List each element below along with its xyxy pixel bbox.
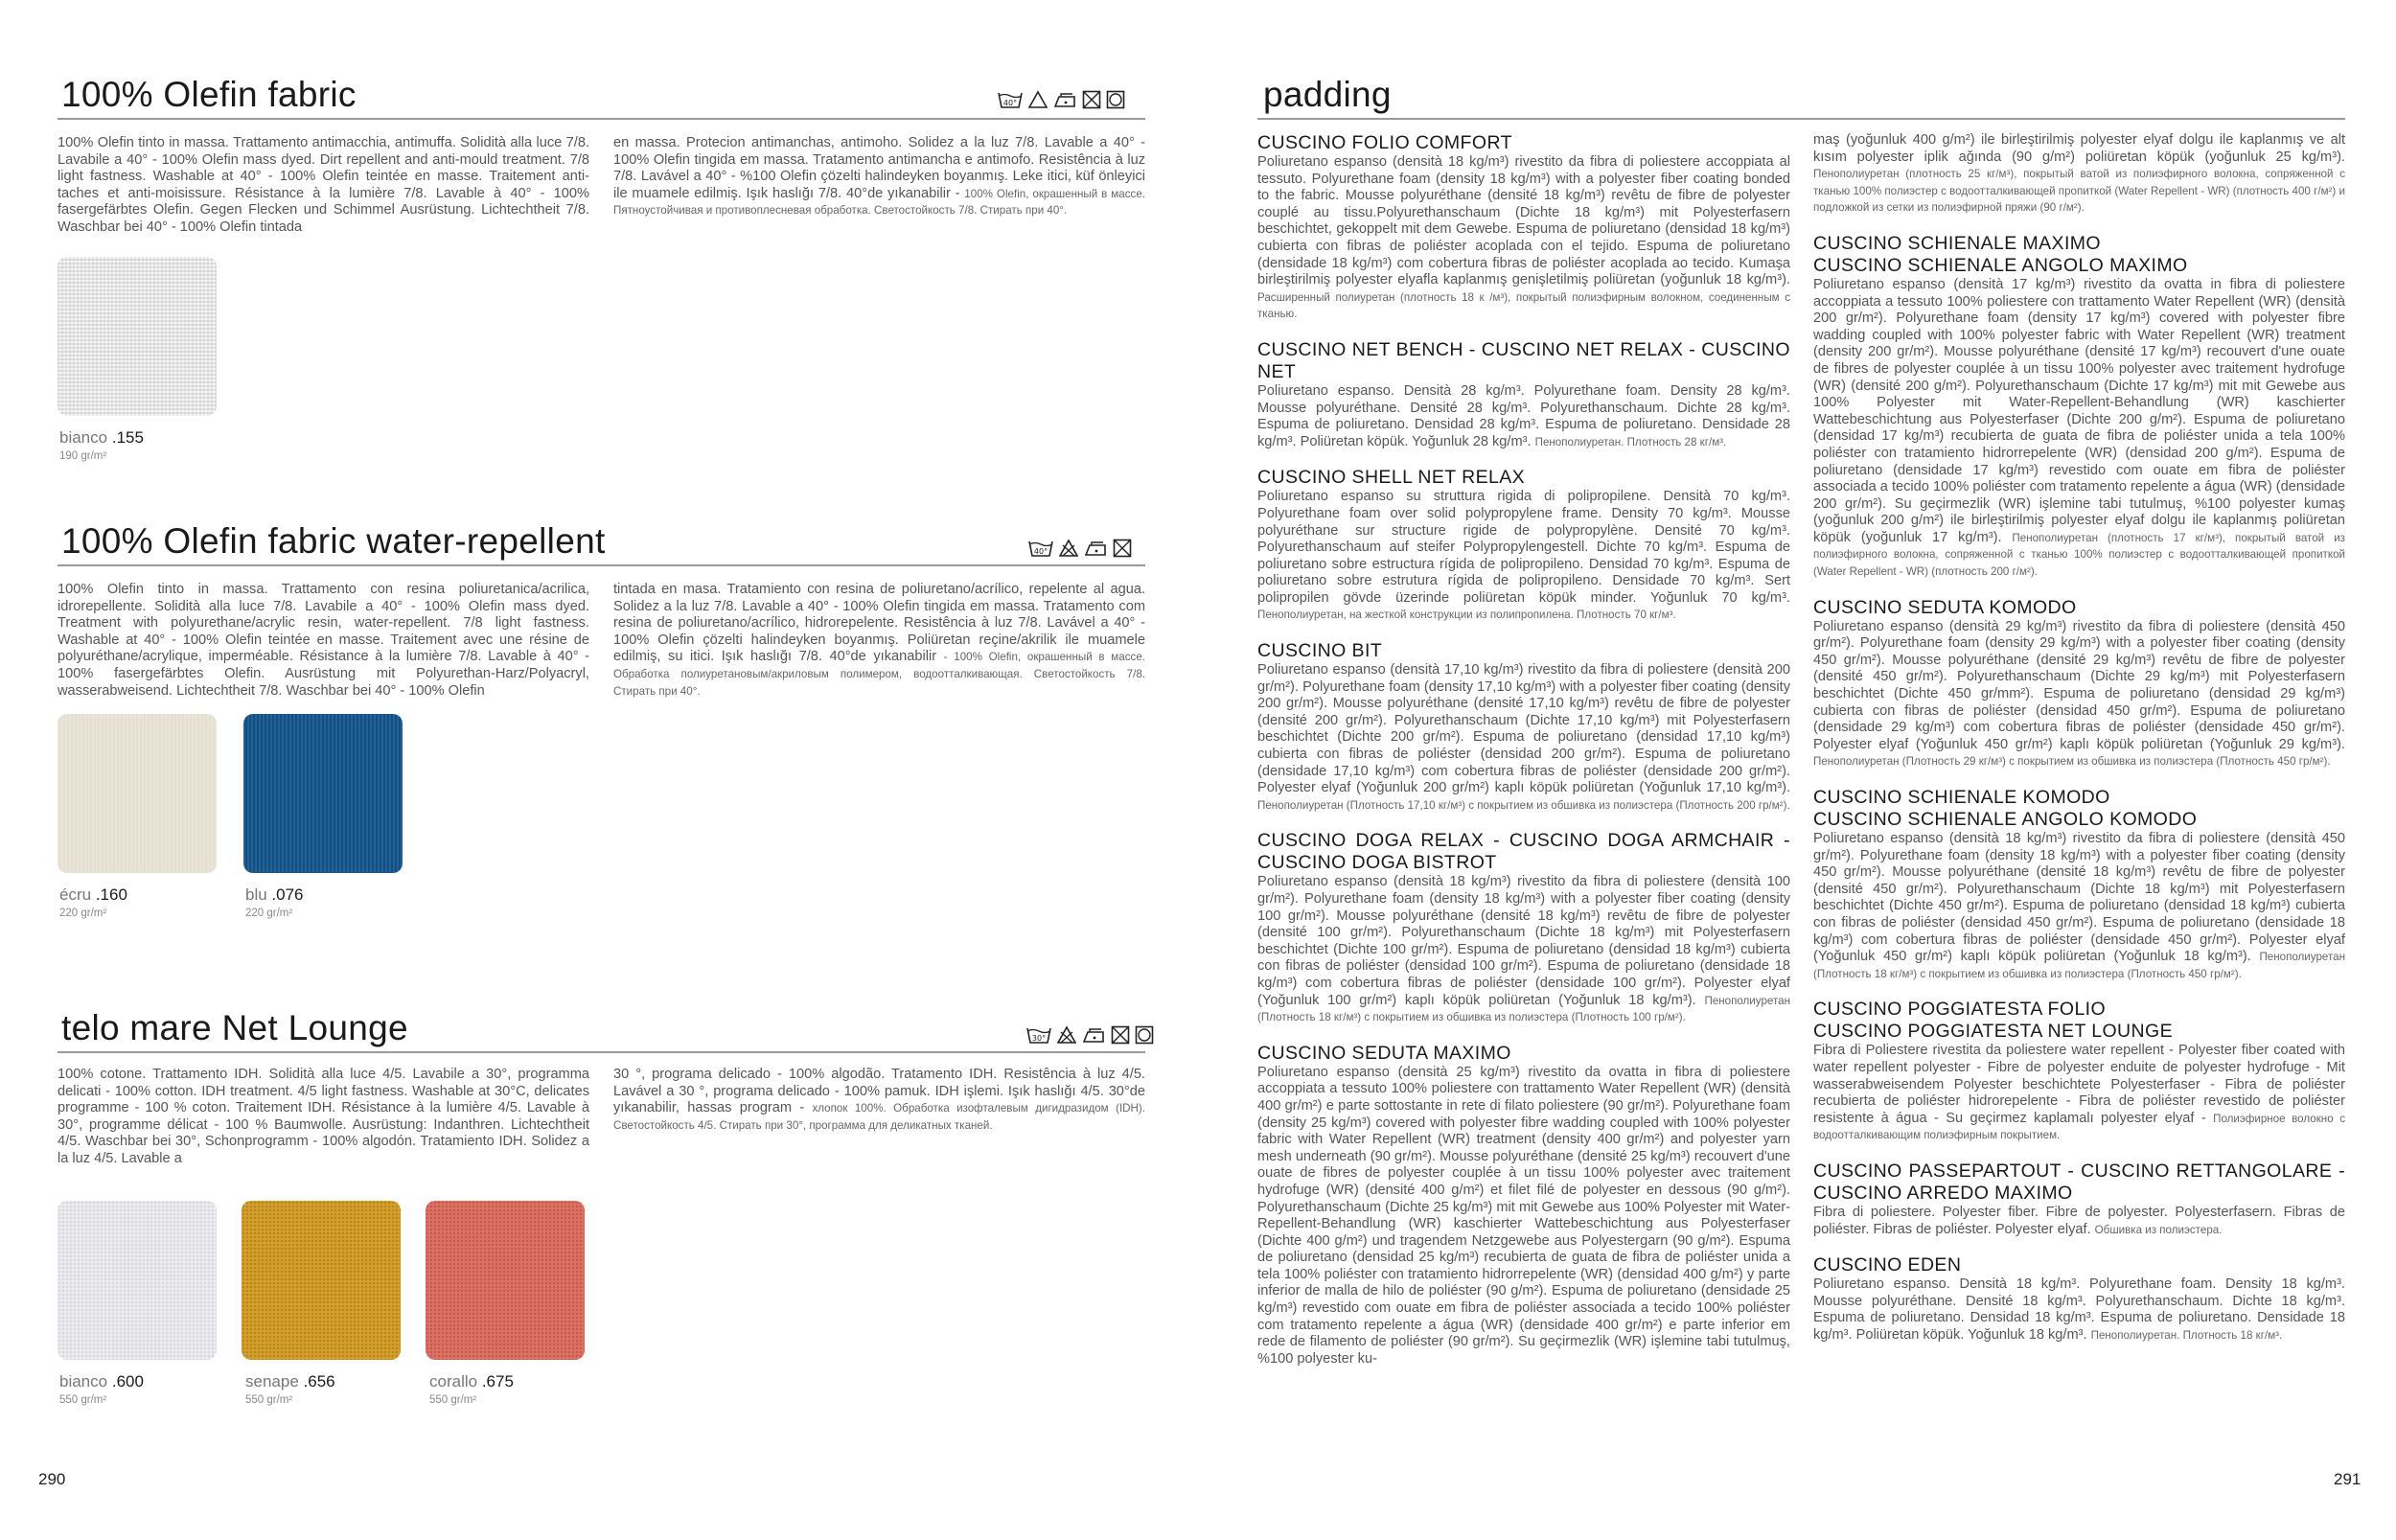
- swatch-weight: 550 gr/m²: [59, 1394, 107, 1406]
- no-bleach-icon: [1057, 1025, 1076, 1045]
- padding-entry: [1257, 640, 1790, 814]
- description-col-2: [613, 582, 1145, 700]
- iron-icon: [1052, 90, 1077, 109]
- entry-text-ru: Пенополиуретан (Плотность 17,10 кг/м³) с покрытием из обшивка из полиэстера (Плотность 200 гр/м²).: [1257, 798, 1790, 812]
- fabric-swatch-senape-656[interactable]: [242, 1201, 401, 1360]
- entry-text-ru: Пенополиуретан (Плотность 18 кг/м³) с покрытием из обшивка из полиэстера (Плотность 100 гр/м²).: [1257, 994, 1790, 1024]
- entry-text: Poliuretano espanso. Densità 18 kg/m³. Polyurethane foam. Density 18 kg/m³. Mousse polyuréthane. Densité 18 kg/m³. Polyurethanschaum. Dichte 18 kg/m³. Espuma de poliuretano. Densidad 18 kg/m³. Espuma de poliuretano. Densidade 18 kg/m³. Poliüretan köpük. Yoğunluk 18 kg/m³.: [1813, 1276, 2345, 1343]
- padding-entry: [1813, 999, 2345, 1144]
- entry-heading: CUSCINO NET BENCH - CUSCINO NET RELAX - CUSCINO NET: [1257, 338, 1790, 382]
- section-rule: [1257, 118, 2345, 120]
- entry-text: Poliuretano espanso (densità 18 kg/m³) rivestito da fibra di poliestere accoppiata al tessuto. Polyurethane foam (density 18 kg/m³) with a polyester fiber coating bonded to the fabric. Mousse polyuréthane (densité 18 kg/m³) revêtu de fibre de polyester couplé au tissu.Polyurethanschaum (Dichte 18 kg/m³) mit Polyesterfasern beschichtet, gekoppelt mit dem Gewebe. Espuma de poliuretano (densidad 18 kg/m³) cubierta con fibras de poliéster acoplada con el tejido. Espuma de poliuretano (densidade 18 kg/m³) com cobertura fibras de poliéster acoplada ao tecido. Kumaşa birleştirilmiş polyester elyafla kaplanmış genişletilmiş poliüretan (yoğunluk 18 kg/m³).: [1257, 154, 1790, 288]
- padding-entry: [1813, 233, 2345, 581]
- care-symbols: [1025, 1025, 1154, 1045]
- entry-heading: CUSCINO PASSEPARTOUT - CUSCINO RETTANGOLARE - CUSCINO ARREDO MAXIMO: [1813, 1160, 2345, 1204]
- entry-text: Poliuretano espanso su struttura rigida di polipropilene. Densità 70 kg/m³. Polyurethane foam over solid polypropylene frame. Density 70 kg/m³. Mousse polyuréthane sur structure rigide de polypropylène. Densité 70 kg/m³. Polyurethanschaum auf steifer Polypropylengestell. Dichte 70 kg/m³. Espuma de poliuretano sobre estructura rígida de polipropileno. Densidad 70 kg/m³. Espuma de poliuretano sobre estrutura rígida de polipropileno. Densidade 70 kg/m³. Sert polipropilen gövde üzerinde poliüretan köpük minder. Yoğunluk 70 kg/m³.: [1257, 489, 1790, 606]
- entry-heading: CUSCINO SHELL NET RELAX: [1257, 467, 1526, 489]
- no-bleach-icon: [1059, 539, 1078, 558]
- padding-entry: [1257, 1043, 1790, 1368]
- description-text: 100% Olefin tinto in massa. Trattamento antimacchia, antimuffa. Solidità alla luce 7/8. Lavabile a 40° - 100% Olefin mass dyed. Dirt repellent and anti-mould treatment. 7/8 light fastness. Washable at 40° - 100% Olefin teintée en masse. Traitement anti-taches et anti-moisissure. Résistance à la lumière 7/8. Lavable à 40° - 100% fasergefärbtes Olefin. Gegen Flecken und Schimmel Ausrüstung. Lichtechtheit 7/8. Waschbar bei 40° - 100% Olefin tintada: [58, 135, 589, 235]
- swatch-name: blu .076: [245, 885, 304, 904]
- swatch-weight: 550 gr/m²: [245, 1394, 293, 1406]
- wash-30-icon: [1025, 1025, 1052, 1045]
- description-text: 30 °, programa delicado - 100% algodão. Tratamento IDH. Resistência à luz 4/5. Lavável a 30 °, programa delicado - 100% pamuk. IDH işlemi. Işık haslığı 4/5. 30°de yıkanabilir, hassas program -: [613, 1067, 1145, 1116]
- section-title: telo mare Net Lounge: [61, 1008, 408, 1047]
- section-rule: [58, 118, 1145, 120]
- swatch-weight: 220 gr/m²: [59, 908, 107, 919]
- entry-heading: CUSCINO SEDUTA MAXIMO: [1257, 1042, 1511, 1064]
- swatch-name: senape .656: [245, 1372, 335, 1391]
- entry-heading: CUSCINO POGGIATESTA FOLIO CUSCINO POGGIATESTA NET LOUNGE: [1813, 999, 2173, 1043]
- entry-text-ru: Пенополиуретан (плотность 17 кг/м³), покрытый ватой из полиэфирного волокна, сопряженной с тканью 100% полиэстер с водоотталкивающей пропиткой (Water Repellent - WR) (плотность 200 г/м²).: [1813, 531, 2345, 579]
- dry-clean-icon: [1106, 90, 1125, 109]
- entry-text-ru: Полиэфирное волокно с водоотталкивающим полиэфирным покрытием.: [1813, 1112, 2346, 1142]
- description-col-1: [58, 582, 589, 700]
- iron-icon: [1083, 539, 1108, 558]
- padding-entry: [1813, 787, 2345, 982]
- bleach-icon: [1028, 90, 1048, 109]
- no-tumble-dry-icon: [1111, 1025, 1130, 1045]
- description-col-2: [613, 1067, 1145, 1134]
- fabric-swatch-corallo-675[interactable]: [426, 1201, 585, 1360]
- wash-temp-label: 40°: [1002, 99, 1018, 107]
- entry-text-ru: Пенополиуретан. Плотность 28 кг/м³.: [1534, 435, 1727, 448]
- description-col-2: [613, 135, 1145, 219]
- entry-text: maş (yoğunluk 400 g/m²) ile birleştirilmiş polyester elyaf dolgu ile kaplanmış ve alt kısım polyester iplik ağında (90 g/m²) poliüretan köpük (yoğunluk 25 kg/m³).: [1813, 132, 2345, 165]
- padding-entry: [1257, 830, 1790, 1025]
- swatch-name: bianco .600: [59, 1372, 144, 1391]
- padding-entry: [1813, 132, 2345, 217]
- wash-40-icon: [1027, 539, 1054, 558]
- care-symbols: [997, 90, 1125, 109]
- padding-entry: [1257, 339, 1790, 450]
- fabric-swatch-bianco-600[interactable]: [58, 1201, 217, 1360]
- swatch-weight: 220 gr/m²: [245, 908, 293, 919]
- padding-entry: [1813, 1161, 2345, 1238]
- description-text: 100% cotone. Trattamento IDH. Solidità alla luce 4/5. Lavabile a 30°, programma delicati - 100% cotton. IDH treatment. 4/5 light fastness. Washable at 30°C, delicates programme - 100 % coton. Traitement IDH. Résistance à la lumière 4/5. Lavable à 30°, programme délicat - 100 % Baumwolle. Ausrüstung: Indanthren. Lichtechtheit 4/5. Waschbar bei 30°, Schonprogramm - 100% algodón. Tratamiento IDH. Solidez a la luz 4/5. Lavable a: [58, 1067, 589, 1166]
- swatch-name: corallo .675: [429, 1372, 514, 1391]
- entry-text-ru: Пенополиуретан (Плотность 18 кг/м³) с покрытием из обшивка из полиэстера (Плотность 450 гр/м²).: [1813, 951, 2345, 980]
- padding-entry: [1813, 1254, 2345, 1344]
- swatch-weight: 550 gr/m²: [429, 1394, 477, 1406]
- entry-text-ru: Пенополиуретан. Плотность 18 кг/м³.: [2090, 1328, 2283, 1342]
- entry-text: Poliuretano espanso (densità 18 kg/m³) rivestito da fibra di poliestere (densità 450 gr/m²). Polyurethane foam (density 18 kg/m³) with a polyester fiber coating (density 450 gr/m²). Mousse polyuréthane (densité 18 kg/m³) revêtu de fibre de polyester (densité 450 gr/m²). Polyurethanschaum (Dichte 18 kg/m³) mit Polyesterfasern beschichtet (Dichte 450 gr/m²). Espuma de poliuretano (densidad 18 kg/m³) cubierta con fibras de poliéster (densidad 450 gr/m²). Espuma de poliuretano (densidade 18 kg/m³) com cobertura fibras de poliéster (densidade 450 gr/m²). Polyester elyaf (Yoğunluk 450 gr/m²) kaplı köpük poliüretan (Yoğunluk 18 kg/m³).: [1813, 831, 2345, 965]
- wash-40-icon: [997, 90, 1024, 109]
- description-text: tintada en masa. Tratamiento con resina de poliuretano/acrílico, repelente al agua. Solidez a la luz 7/8. Lavable a 40° - 100% Olefin tingida em massa. Tratamento com resina de poliuretano/acrílico, hidrorepelente. Resistência à luz 7/8. Lavável a 40° - 100% Olefin çözelti halindeyken boyanmış. Poliüretan reçine/akrilik ile muamele edilmiş, su itici. Işık haslığı 7/8. 40°de yıkanabilir: [613, 582, 1145, 665]
- fabric-swatch-bianco-155[interactable]: [58, 257, 217, 416]
- section-title: 100% Olefin fabric water-repellent: [61, 521, 606, 561]
- entry-text-ru: Пенополиуретан, на жесткой конструкции из полипропилена. Плотность 70 кг/м³.: [1257, 609, 1676, 622]
- description-text-ru: 100% Olefin, окрашенный в массе. Пятноустойчивая и противоплесневая обработка. Светостойкость 7/8. Стирать при 40°.: [613, 187, 1145, 218]
- description-text: en massa. Protecion antimanchas, antimoho. Solidez a la luz 7/8. Lavable a 40° - 100% Olefin tingida em massa. Tratamento antimancha e antimofo. Resistência à luz 7/8. Lavável a 40° - %100 Olefin çözelti halindeyken boyanmış. Leke itici, küf önleyici ile muamele edilmiş. Işık haslığı 7/8. 40°de yıkanabilir -: [613, 135, 1145, 201]
- fabric-swatch-blu-076[interactable]: [243, 714, 403, 873]
- section-rule: [58, 564, 1145, 566]
- no-tumble-dry-icon: [1113, 539, 1132, 558]
- entry-text: Poliuretano espanso (densità 29 kg/m³) rivestito da fibra di poliestere (densità 450 gr/m²). Polyurethane foam (density 29 kg/m³) with a polyester fiber coating (density 450 gr/m²). Mousse polyuréthane (densité 29 kg/m³) revêtu de fibre de polyester (densité 450 gr/m²). Polyurethanschaum (Dichte 29 kg/m³) mit Polyesterfasern beschichtet (Dichte 450 gr/mm²). Espuma de poliuretano (densidad 29 kg/m³) cubierta con fibras de poliéster (densidad 450 gr/m²). Espuma de poliuretano (densidade 29 kg/m³) com cobertura fibras de poliéster (densidade 450 gr/m²). Polyester elyaf (Yoğunluk 450 gr/m²) kaplı köpük poliüretan (Yoğunluk 29 kg/m³).: [1813, 618, 2345, 752]
- entry-text-ru: Пенополиуретан (плотность 25 кг/м³), покрытый ватой из полиэфирного волокна, сопряженной с тканью 100% полиэстер с водоотталкивающей пропиткой (Water Repellent - WR) (плотность 400 г/м²) и подложкой из сетки из полиэфирной пряжи (90 г/м²).: [1813, 168, 2345, 215]
- entry-text-ru: Расширенный полиуретан (плотность 18 к /м³), покрытый полиэфирным волокном, соединенным с тканью.: [1257, 290, 1790, 321]
- swatch-weight: 190 gr/m²: [59, 450, 107, 462]
- section-title: 100% Olefin fabric: [61, 75, 357, 114]
- page-title: padding: [1263, 75, 1392, 114]
- padding-entry: [1257, 132, 1790, 323]
- fabric-swatch-ecru-160[interactable]: [58, 714, 217, 873]
- no-tumble-dry-icon: [1082, 90, 1101, 109]
- entry-text: Poliuretano espanso (densità 25 kg/m³) rivestito da ovatta in fibra di poliestere accoppiata a tessuto 100% poliestere con trattamento Water Repellent (WR) (densità 400 gr/m²) e parte sottostante in rete di filato poliestere (90 gr/m²). Polyurethane foam (density 25 kg/m³) covered with polyester fibre wadding coupled with 100% polyester fabric with Water Repellent (WR) treatment (density 400 gr/m²) and polyester yarn mesh underneath (90 gr/m²). Mousse polyuréthane (densité 25 kg/m³) recouvert d'une ouate de fibres de polyester couplée à un tissu 100% polyester avec traitement hydrofuge (WR) (densité 400 g/m²) et filet filé de polyester en dessous (90 g/m²). Polyurethanschaum (Dichte 25 kg/m³) mit mit Gewebe aus 100% Polyester mit Water-Repellent-Behandlung (WR) kaschierter Wattebeschichtung aus Polyesterfaser (Dichte 400 g/m²) und tragendem Netzgewebe aus Polyestergarn (90 g/m²). Espuma de poliuretano (densidad 25 kg/m³) recubierta de guata de fibra de poliéster unida a tela 100% poliéster con tratamiento hidrorrepelente (WR) (densidad 400 g/m²) y parte inferior de malla de hilo de poliéster (90 g/m²). Espuma de poliuretano (densidade 25 kg/m³) revestido com ouate em fibra de poliéster associada a tecido 100% poliéster com tratamento repelente a água (WR) (densidade 400 gr/m²) e parte inferior em rede de filamento de poliéster (90 gr/m²). Su geçirmezlik (WR) işlemine tabi tutulmuş, %100 polyester ku-: [1257, 1064, 1790, 1367]
- padding-entry: [1813, 597, 2345, 770]
- swatch-name: bianco .155: [59, 428, 144, 447]
- description-col-1: [58, 1067, 589, 1168]
- padding-col-1: [1257, 132, 1790, 1384]
- entry-text: Fibra di poliestere. Polyester fiber. Fibre de polyester. Polyesterfasern. Fibras de poliéster. Fibras de poliéster. Polyester elyaf.: [1813, 1204, 2345, 1237]
- padding-entry: [1257, 467, 1790, 624]
- entry-text-ru: Обшивка из полиэстера.: [2094, 1223, 2223, 1236]
- entry-heading: CUSCINO SCHIENALE KOMODO CUSCINO SCHIENALE ANGOLO KOMODO: [1813, 787, 2198, 830]
- entry-heading: CUSCINO DOGA RELAX - CUSCINO DOGA ARMCHAIR - CUSCINO DOGA BISTROT: [1257, 830, 1790, 874]
- dry-clean-icon: [1135, 1025, 1154, 1045]
- entry-text: Poliuretano espanso (densità 18 kg/m³) rivestito da fibra di poliestere (densità 100 gr/m²). Polyurethane foam (density 18 kg/m³) with a polyester fiber coating (density 100 gr/m²). Mousse polyuréthane (densité 18 kg/m³) revêtu de fibre de polyester (densité 100 gr/m²). Polyurethanschaum (Dichte 18 kg/m³) mit Polyesterfasern beschichtet (Dichte 100 gr/m²). Espuma de poliuretano (densidad 18 kg/m³) cubierta con fibras de poliéster (densidad 100 gr/m²). Espuma de poliuretano (densidade 18 kg/m³) com cobertura fibras de poliéster (densidade 100 gr/m²). Polyester elyaf (Yoğunluk 100 gr/m²) kaplı köpük poliüretan (Yoğunluk 18 kg/m³).: [1257, 874, 1790, 1008]
- section-rule: [58, 1051, 1145, 1053]
- wash-temp-label: 40°: [1033, 547, 1048, 556]
- entry-text: Poliuretano espanso (densità 17,10 kg/m³) rivestito da fibra di poliestere (densità 200 gr/m²). Polyurethane foam (density 17,10 kg/m³) with a polyester fiber coating (density 200 gr/m²). Mousse polyuréthane (densité 17,10 kg/m³) revêtu de fibre de polyester (densité 200 gr/m²). Polyurethanschaum (Dichte 17,10 kg/m³) mit Polyesterfasern beschichtet (Dichte 200 gr/m²). Espuma de poliuretano (densidad 17,10 kg/m³) cubierta con fibras de poliéster (densidad 200 gr/m²). Espuma de poliuretano (densidade 17,10 kg/m³) com cobertura fibras de poliéster (densidade 200 gr/m²). Polyester elyaf (Yoğunluk 200 gr/m²) kaplı köpük poliüretan (Yoğunluk 17,10 kg/m³).: [1257, 662, 1790, 796]
- entry-text-ru: Пенополиуретан (Плотность 29 кг/м³) с покрытием из обшивка из полиэстера (Плотность 450 гр/м²).: [1813, 755, 2331, 769]
- care-symbols: [1027, 539, 1132, 558]
- entry-text: Poliuretano espanso (densità 17 kg/m³) rivestito da ovatta in fibra di poliestere accoppiata a tessuto 100% poliestere con trattamento Water Repellent (WR) (densità 200 gr/m²). Polyurethane foam (density 17 kg/m³) covered with polyester fibre wadding coupled with 100% polyester fabric with Water Repellent (WR) treatment (density 200 gr/m²). Mousse polyuréthane (densité 17 kg/m³) recouvert d'une ouate de fibres de polyester couplée à un tissu 100% polyester avec traitement hydrofuge (WR) (densité 200 g/m²). Polyurethanschaum (Dichte 17 kg/m³) mit mit Gewebe aus 100% Polyester mit Water-Repellent-Behandlung (WR) kaschierter Wattebeschichtung aus Polyesterfaser (Dichte 200 g/m²). Espuma de poliuretano (densidad 17 kg/m³) recubierta de guata de fibra de poliéster unida a tela 100% poliéster con tratamiento hidrorrepelente (WR) (densidad 200 g/m²). Espuma de poliuretano (densidade 17 kg/m³) revestido com ouate em fibra de poliéster associada a tecido 100% poliéster com tratamento repelente a água (WR) (densidade 200 gr/m²). Su geçirmezlik (WR) işlemine tabi tutulmuş, %100 polyester kumaş (yoğunluk 200 g/m²) ile birleştirilmiş polyester elyaf dolgu ile kaplanmış poliüretan köpük (yoğunluk 17 kg/m³).: [1813, 276, 2345, 545]
- description-text-ru: хлопок 100%. Обработка изофталевым дигидразидом (IDH). Светостойкость 4/5. Стирать при 30°, программа для деликатных тканей.: [613, 1102, 1145, 1132]
- wash-temp-label: 30°: [1031, 1034, 1047, 1043]
- entry-heading: CUSCINO SEDUTA KOMODO: [1813, 596, 2077, 618]
- entry-heading: CUSCINO FOLIO COMFORT: [1257, 132, 1512, 153]
- entry-text: Fibra di Poliestere rivestita da poliestere water repellent - Polyester fiber coated with water repellent polyester - Fibre de polyester enduite de polyester hydrofuge - Mit wasserabweisendem Polyester beschichtete Polyesterfaser - Fibra de poliéster recubierta de poliéster hidrorepelente - Fibra de poliéster revestido de poliéster resistente à água - Su geçirmez kaplamalı polyester elyaf -: [1813, 1043, 2345, 1126]
- padding-col-2: [1813, 132, 2345, 1360]
- entry-heading: CUSCINO EDEN: [1813, 1254, 1962, 1276]
- description-col-1: [58, 135, 589, 237]
- description-text: 100% Olefin tinto in massa. Trattamento con resina poliuretanica/acrilica, idrorepellente. Solidità alla luce 7/8. Lavabile a 40° - 100% Olefin mass dyed. Treatment with polyurethane/acrylic resin, water-repellent. 7/8 light fastness. Washable at 40° - 100% Olefin teintée en masse. Traitement avec une résine de polyuréthane/acrylique, imperméable. Résistance à la lumière 7/8. Lavable à 40° - 100% fasergefärbtes Olefin. Ausrüstung mit Polyurethan-Harz/Polyacryl, wasserabweisend. Lichtechtheit 7/8. Waschbar bei 40° - 100% Olefin: [58, 582, 589, 699]
- entry-heading: CUSCINO BIT: [1257, 640, 1383, 662]
- page-number: 291: [2334, 1470, 2361, 1488]
- page-number: 290: [38, 1470, 66, 1488]
- swatch-name: écru .160: [59, 885, 127, 904]
- iron-icon: [1081, 1025, 1106, 1045]
- description-text-ru: - 100% Olefin, окрашенный в массе. Обработка полиуретановым/акриловым полимером, водоотталкивающая. Светостойкость 7/8. Стирать при 40°.: [613, 651, 1145, 698]
- entry-heading: CUSCINO SCHIENALE MAXIMO CUSCINO SCHIENALE ANGOLO MAXIMO: [1813, 232, 2188, 276]
- entry-text: Poliuretano espanso. Densità 28 kg/m³. Polyurethane foam. Density 28 kg/m³. Mousse polyuréthane. Densité 28 kg/m³. Polyurethanschaum. Dichte 28 kg/m³. Espuma de poliuretano. Densidad 28 kg/m³. Espuma de poliuretano. Densidade 28 kg/m³. Poliüretan köpük. Yoğunluk 28 kg/m³.: [1257, 382, 1790, 449]
